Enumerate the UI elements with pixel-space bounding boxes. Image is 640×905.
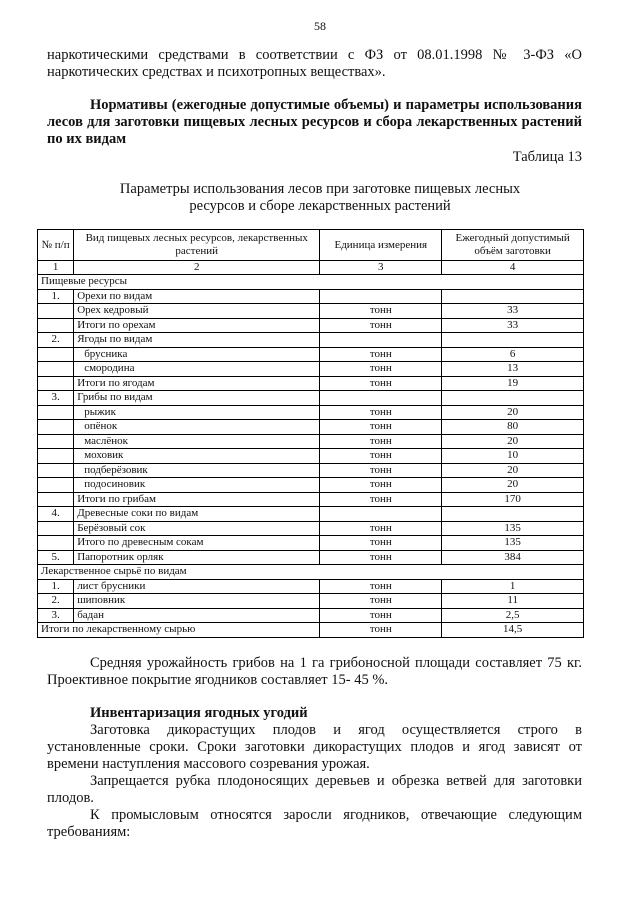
inventory-paragraph-1: Заготовка дикорастущих плодов и ягод осуществляется строго в установленные сроки. Сроки заготовки дикорастущих плодов и ягод зависят от времени наступления массового созревания урожая. bbox=[47, 722, 582, 772]
table-row bbox=[38, 434, 584, 449]
value-cell: 33 bbox=[442, 318, 584, 333]
table-row bbox=[38, 550, 584, 565]
value-cell: 170 bbox=[442, 492, 584, 507]
resource-name-cell: Итоги по грибам bbox=[74, 492, 320, 507]
resource-name-cell: Берёзовый сок bbox=[74, 521, 320, 536]
row-number-cell bbox=[38, 362, 74, 377]
table-row bbox=[38, 449, 584, 464]
inventory-paragraph-2: Запрещается рубка плодоносящих деревьев и обрезка ветвей для заготовки плодов. bbox=[47, 773, 582, 806]
row-number-cell: 5. bbox=[38, 550, 74, 565]
table-row bbox=[38, 376, 584, 391]
row-number-cell bbox=[38, 463, 74, 478]
value-cell: 10 bbox=[442, 449, 584, 464]
value-cell: 6 bbox=[442, 347, 584, 362]
unit-cell: тонн bbox=[320, 536, 442, 551]
table-row bbox=[38, 492, 584, 507]
row-number-cell: 2. bbox=[38, 333, 74, 348]
value-cell: 11 bbox=[442, 594, 584, 609]
row-number-cell bbox=[38, 521, 74, 536]
row-number-cell: 3. bbox=[38, 391, 74, 406]
row-number-cell bbox=[38, 478, 74, 493]
table-row bbox=[38, 333, 584, 348]
yield-paragraph: Средняя урожайность грибов на 1 га грибоносной площади составляет 75 кг. Проективное покрытие ягодников составляет 15- 45 %. bbox=[47, 655, 582, 688]
table-row bbox=[38, 304, 584, 319]
column-number: 1 bbox=[38, 261, 74, 275]
row-number-cell bbox=[38, 420, 74, 435]
unit-cell bbox=[320, 289, 442, 304]
table-row bbox=[38, 463, 584, 478]
resource-name-cell: Грибы по видам bbox=[74, 391, 320, 406]
value-cell: 19 bbox=[442, 376, 584, 391]
value-cell bbox=[442, 391, 584, 406]
unit-cell: тонн bbox=[320, 318, 442, 333]
resource-name-cell: Итого по древесным сокам bbox=[74, 536, 320, 551]
row-number-cell bbox=[38, 434, 74, 449]
value-cell bbox=[442, 507, 584, 522]
table-row bbox=[38, 478, 584, 493]
unit-cell: тонн bbox=[320, 550, 442, 565]
table-row bbox=[38, 362, 584, 377]
value-cell: 1 bbox=[442, 579, 584, 594]
resource-name-cell: Итоги по орехам bbox=[74, 318, 320, 333]
row-number-cell: 1. bbox=[38, 579, 74, 594]
unit-cell: тонн bbox=[320, 420, 442, 435]
header-cell-number: № п/п bbox=[38, 230, 74, 261]
table-row bbox=[38, 521, 584, 536]
unit-cell bbox=[320, 507, 442, 522]
row-number-cell: 4. bbox=[38, 507, 74, 522]
value-cell: 20 bbox=[442, 405, 584, 420]
column-number: 4 bbox=[442, 261, 584, 275]
resource-name-cell: подосиновик bbox=[74, 478, 320, 493]
unit-cell: тонн bbox=[320, 521, 442, 536]
table-row bbox=[38, 420, 584, 435]
column-number: 2 bbox=[74, 261, 320, 275]
row-number-cell: 1. bbox=[38, 289, 74, 304]
intro-paragraph: наркотическими средствами в соответствии с ФЗ от 08.01.1998 № 3-ФЗ «О наркотических средствах и психотропных веществах». bbox=[47, 47, 582, 80]
unit-cell: тонн bbox=[320, 347, 442, 362]
unit-cell bbox=[320, 391, 442, 406]
resource-name-cell: Орехи по видам bbox=[74, 289, 320, 304]
value-cell: 33 bbox=[442, 304, 584, 319]
column-number-row bbox=[38, 261, 584, 275]
table-body bbox=[38, 275, 584, 638]
resource-name-cell: смородина bbox=[74, 362, 320, 377]
resource-name-cell: лист брусники bbox=[74, 579, 320, 594]
unit-cell: тонн bbox=[320, 376, 442, 391]
row-number-cell bbox=[38, 376, 74, 391]
value-cell bbox=[442, 333, 584, 348]
value-cell: 2,5 bbox=[442, 608, 584, 623]
table-header-row bbox=[38, 230, 584, 261]
unit-cell: тонн bbox=[320, 362, 442, 377]
value-cell: 384 bbox=[442, 550, 584, 565]
header-cell-unit: Единица измерения bbox=[320, 230, 442, 261]
row-number-cell bbox=[38, 536, 74, 551]
total-label: Итоги по лекарственному сырью bbox=[38, 623, 320, 638]
unit-cell: тонн bbox=[320, 405, 442, 420]
row-number-cell bbox=[38, 318, 74, 333]
value-cell: 20 bbox=[442, 478, 584, 493]
table-row bbox=[38, 507, 584, 522]
table-section-row bbox=[38, 275, 584, 290]
table-row bbox=[38, 405, 584, 420]
column-number: 3 bbox=[320, 261, 442, 275]
resource-name-cell: Итоги по ягодам bbox=[74, 376, 320, 391]
row-number-cell: 2. bbox=[38, 594, 74, 609]
value-cell: 20 bbox=[442, 434, 584, 449]
table-row bbox=[38, 608, 584, 623]
row-number-cell bbox=[38, 405, 74, 420]
row-number-cell bbox=[38, 492, 74, 507]
resource-name-cell: Ягоды по видам bbox=[74, 333, 320, 348]
unit-cell: тонн bbox=[320, 478, 442, 493]
section-label: Лекарственное сырьё по видам bbox=[38, 565, 584, 580]
resources-table bbox=[37, 229, 584, 638]
table-section-row bbox=[38, 565, 584, 580]
resource-name-cell: опёнок bbox=[74, 420, 320, 435]
value-cell: 135 bbox=[442, 536, 584, 551]
value-cell: 13 bbox=[442, 362, 584, 377]
table-row bbox=[38, 579, 584, 594]
row-number-cell bbox=[38, 347, 74, 362]
value-cell: 80 bbox=[442, 420, 584, 435]
table-row bbox=[38, 594, 584, 609]
header-cell-type: Вид пищевых лесных ресурсов, лекарственных растений bbox=[74, 230, 320, 261]
header-cell-volume: Ежегодный допустимый объём заготовки bbox=[442, 230, 584, 261]
value-cell: 135 bbox=[442, 521, 584, 536]
resource-name-cell: подберёзовик bbox=[74, 463, 320, 478]
unit-cell: тонн bbox=[320, 492, 442, 507]
table-row bbox=[38, 289, 584, 304]
table-row bbox=[38, 536, 584, 551]
unit-cell: тонн bbox=[320, 623, 442, 638]
resource-name-cell: брусника bbox=[74, 347, 320, 362]
value-cell bbox=[442, 289, 584, 304]
resource-name-cell: Орех кедровый bbox=[74, 304, 320, 319]
section-label: Пищевые ресурсы bbox=[38, 275, 584, 290]
table-row bbox=[38, 391, 584, 406]
table-row bbox=[38, 318, 584, 333]
resource-name-cell: моховик bbox=[74, 449, 320, 464]
row-number-cell: 3. bbox=[38, 608, 74, 623]
value-cell: 14,5 bbox=[442, 623, 584, 638]
resource-name-cell: бадан bbox=[74, 608, 320, 623]
unit-cell: тонн bbox=[320, 608, 442, 623]
resource-name-cell: Древесные соки по видам bbox=[74, 507, 320, 522]
row-number-cell bbox=[38, 304, 74, 319]
unit-cell: тонн bbox=[320, 594, 442, 609]
unit-cell: тонн bbox=[320, 449, 442, 464]
resource-name-cell: шиповник bbox=[74, 594, 320, 609]
unit-cell: тонн bbox=[320, 463, 442, 478]
resource-name-cell: Папоротник орляк bbox=[74, 550, 320, 565]
table-title: Параметры использования лесов при заготовке пищевых лесных ресурсов и сборе лекарственных растений bbox=[119, 181, 521, 214]
section-heading: Нормативы (ежегодные допустимые объемы) и параметры использования лесов для заготовки пищевых лесных ресурсов и сбора лекарственных растений по их видам bbox=[47, 97, 582, 147]
unit-cell: тонн bbox=[320, 579, 442, 594]
unit-cell: тонн bbox=[320, 304, 442, 319]
row-number-cell bbox=[38, 449, 74, 464]
inventory-paragraph-3: К промысловым относятся заросли ягодников, отвечающие следующим требованиям: bbox=[47, 807, 582, 840]
table-label: Таблица 13 bbox=[512, 149, 582, 165]
inventory-heading: Инвентаризация ягодных угодий bbox=[90, 705, 308, 721]
table-row bbox=[38, 347, 584, 362]
page-number: 58 bbox=[314, 19, 326, 33]
resource-name-cell: маслёнок bbox=[74, 434, 320, 449]
unit-cell bbox=[320, 333, 442, 348]
table-total-row bbox=[38, 623, 584, 638]
unit-cell: тонн bbox=[320, 434, 442, 449]
resource-name-cell: рыжик bbox=[74, 405, 320, 420]
value-cell: 20 bbox=[442, 463, 584, 478]
